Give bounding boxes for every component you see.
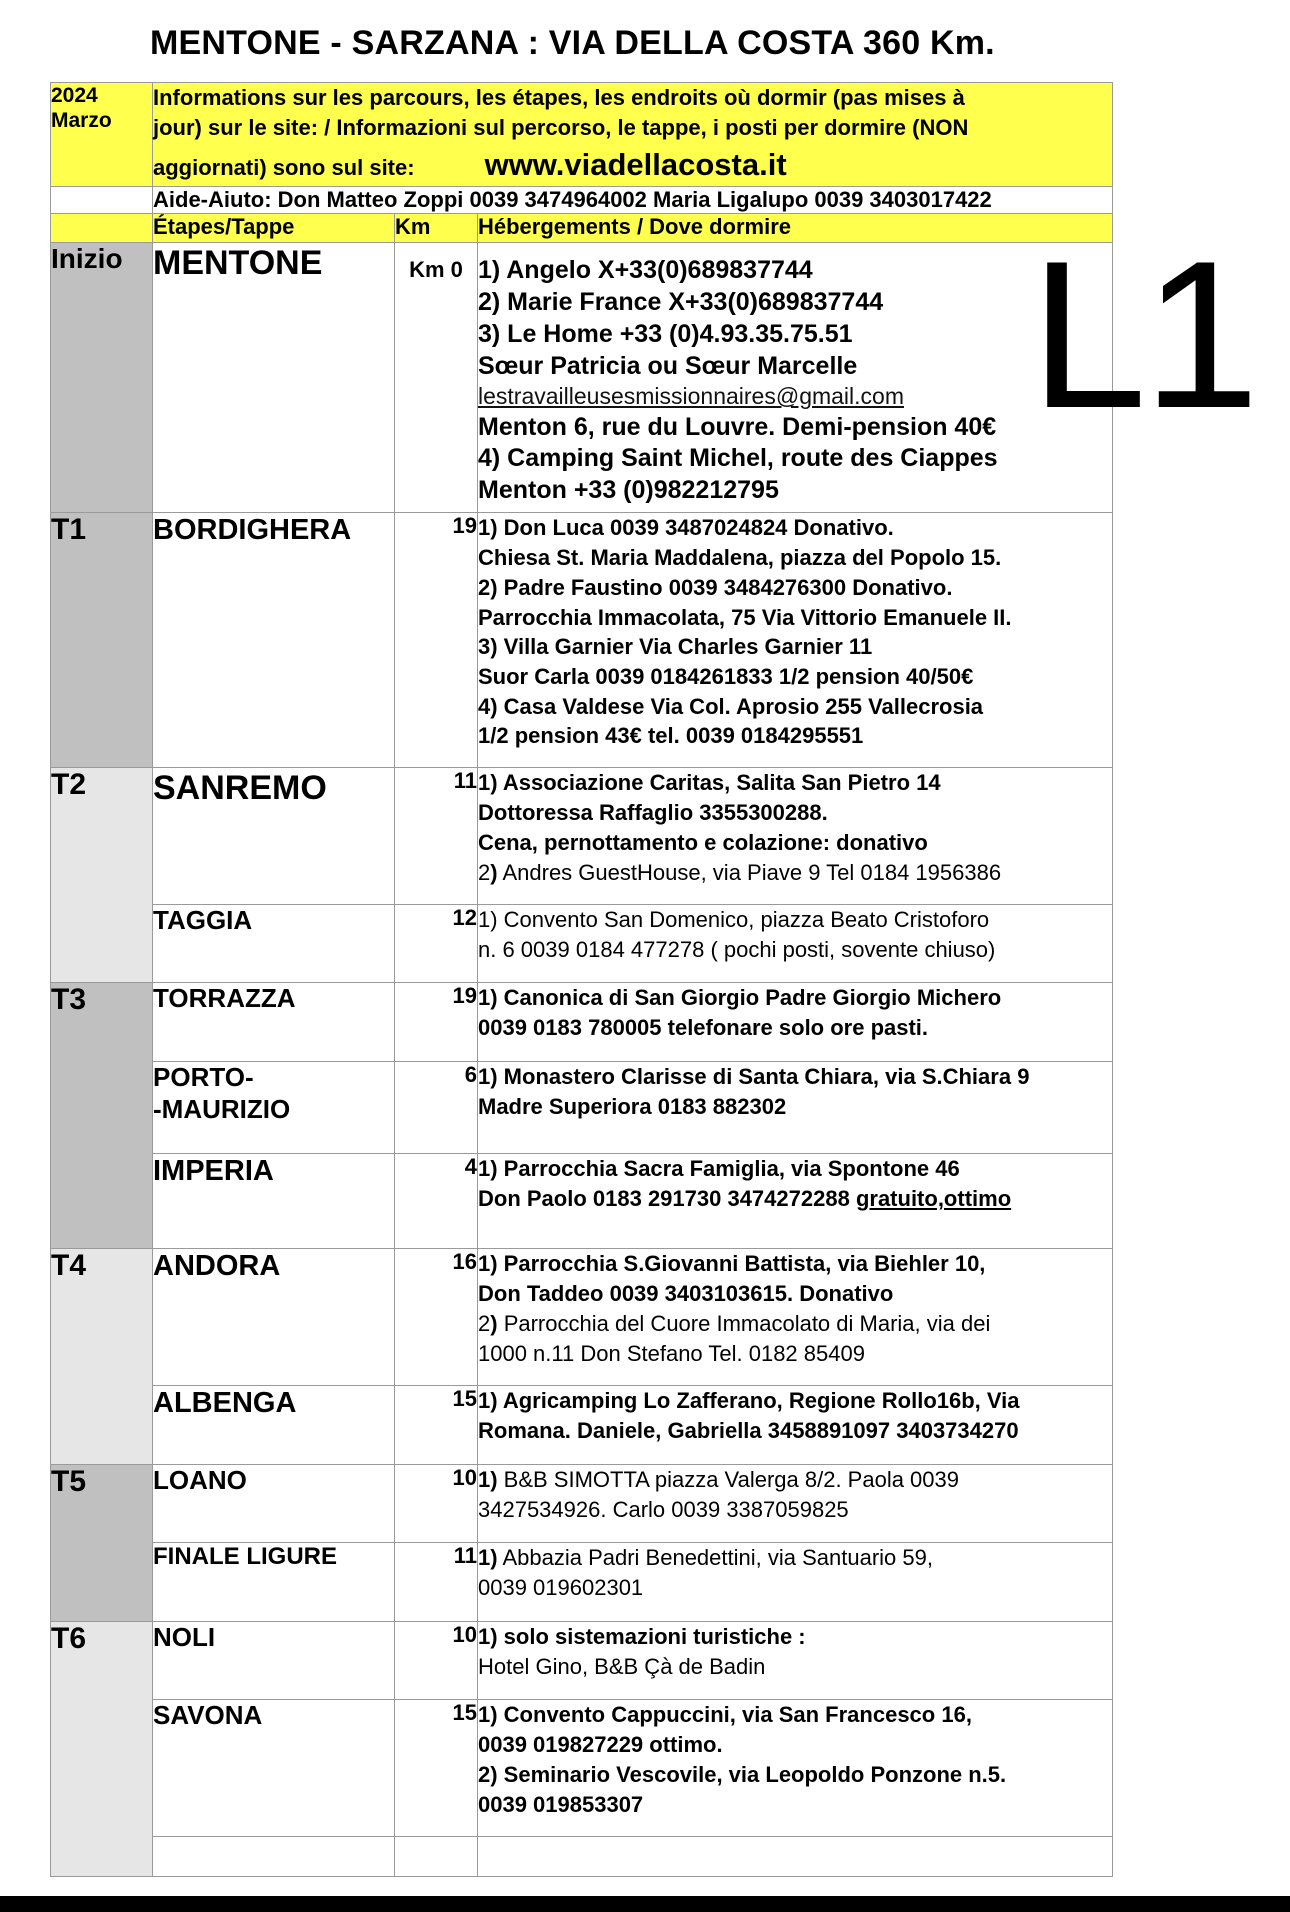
lodging-line: 2) Seminario Vescovile, via Leopoldo Ponzone n.5. [478, 1761, 1007, 1787]
table-row [51, 768, 1113, 905]
lodging-cell [478, 905, 1113, 983]
lodging-cell [478, 1465, 1113, 1543]
table-row [51, 1062, 1113, 1154]
website-link[interactable]: www.viadellacosta.it [484, 146, 787, 182]
column-header-stages: Étapes/Tappe [153, 214, 395, 243]
lodging-line: 0039 019602301 [478, 1575, 644, 1601]
stage-label: T3 [51, 983, 153, 1249]
km-value: 11 [395, 1543, 478, 1622]
lodging-line: Don Paolo 0183 291730 3474272288 gratuito,ottimo [478, 1186, 1012, 1212]
lodging-line: Hotel Gino, B&B Çà de Badin [478, 1654, 766, 1680]
lodging-line: 2) Padre Faustino 0039 3484276300 Donativo. [478, 574, 953, 600]
km-value: 11 [395, 768, 478, 905]
city-name: IMPERIA [153, 1154, 395, 1249]
date-cell [51, 83, 153, 187]
info-cell [153, 83, 1113, 187]
lodging-line: 0039 019853307 [478, 1791, 644, 1817]
lodging-line: Menton +33 (0)982212795 [478, 476, 779, 505]
table-row [51, 983, 1113, 1062]
lodging-line: 1) Parrocchia Sacra Famiglia, via Spontone 46 [478, 1156, 960, 1182]
cell [478, 1837, 1113, 1877]
km-value: 16 [395, 1249, 478, 1386]
page-title: MENTONE - SARZANA : VIA DELLA COSTA 360 Km. [150, 24, 995, 62]
city-name: TAGGIA [153, 905, 395, 983]
lodging-line: Madre Superiora 0183 882302 [478, 1094, 787, 1120]
lodging-line: 2) Marie France X+33(0)689837744 [478, 288, 884, 317]
lodging-line: 1) Monastero Clarisse di Santa Chiara, via S.Chiara 9 [478, 1064, 1030, 1090]
km-value: 10 [395, 1465, 478, 1543]
city-name: NOLI [153, 1622, 395, 1700]
lodging-cell [478, 1154, 1113, 1249]
itinerary-table [50, 82, 1113, 1877]
km-value: 15 [395, 1386, 478, 1465]
stage-label: T6 [51, 1622, 153, 1877]
km-value: 19 [395, 513, 478, 768]
lodging-line: 1) Abbazia Padri Benedettini, via Santuario 59, [478, 1545, 933, 1571]
lodging-line: 1) B&B SIMOTTA piazza Valerga 8/2. Paola 0039 [478, 1467, 959, 1493]
lodging-cell [478, 1062, 1113, 1154]
table-row [51, 1386, 1113, 1465]
km-value: 4 [395, 1154, 478, 1249]
stage-label: Inizio [51, 243, 153, 513]
cell [395, 1837, 478, 1877]
city-name [153, 1062, 395, 1154]
year-text: 2024 [51, 84, 98, 107]
lodging-line: 2) Parrocchia del Cuore Immacolato di Maria, via dei [478, 1310, 991, 1336]
table-row [51, 1154, 1113, 1249]
city-name: ALBENGA [153, 1386, 395, 1465]
column-header-lodging: Hébergements / Dove dormire [478, 214, 1113, 243]
lodging-line: Chiesa St. Maria Maddalena, piazza del Popolo 15. [478, 545, 1002, 571]
lodging-line: 3) Le Home +33 (0)4.93.35.75.51 [478, 319, 853, 348]
table-row [51, 1837, 1113, 1877]
lodging-line: Don Taddeo 0039 3403103615. Donativo [478, 1281, 894, 1307]
lodging-line: Parrocchia Immacolata, 75 Via Vittorio Emanuele II. [478, 604, 1012, 630]
lodging-cell [478, 243, 1113, 513]
table-row [51, 1249, 1113, 1386]
help-contacts: Aide-Aiuto: Don Matteo Zoppi 0039 3474964002 Maria Ligalupo 0039 3403017422 [153, 187, 1113, 214]
lodging-line: 1) Agricamping Lo Zafferano, Regione Rollo16b, Via [478, 1388, 1020, 1414]
lodging-line: 0039 019827229 ottimo. [478, 1732, 723, 1758]
cell [153, 1837, 395, 1877]
city-name-line: -MAURIZIO [153, 1093, 291, 1124]
lodging-cell [478, 1700, 1113, 1837]
lodging-line: Suor Carla 0039 0184261833 1/2 pension 40/50€ [478, 663, 974, 689]
lodging-line: 4) Casa Valdese Via Col. Aprosio 255 Vallecrosia [478, 693, 984, 719]
bottom-border-bar [0, 1896, 1290, 1912]
km-value: 15 [395, 1700, 478, 1837]
lodging-line: 1) Don Luca 0039 3487024824 Donativo. [478, 515, 894, 541]
lodging-line: 0039 0183 780005 telefonare solo ore pasti. [478, 1015, 929, 1041]
table-row [51, 1465, 1113, 1543]
lodging-line: 1) Convento San Domenico, piazza Beato Cristoforo [478, 907, 990, 933]
table-row [51, 1543, 1113, 1622]
lodging-line: 3427534926. Carlo 0039 3387059825 [478, 1497, 849, 1523]
lodging-cell [478, 513, 1113, 768]
stage-label: T2 [51, 768, 153, 983]
city-name: MENTONE [153, 243, 395, 513]
lodging-line: 1) Associazione Caritas, Salita San Pietro 14 [478, 770, 941, 796]
city-name: ANDORA [153, 1249, 395, 1386]
info-line-1: Informations sur les parcours, les étapes, les endroits où dormir (pas mises à [153, 85, 965, 110]
km-value: 6 [395, 1062, 478, 1154]
city-name-line: PORTO- [153, 1062, 254, 1093]
lodging-line: n. 6 0039 0184 477278 ( pochi posti, sovente chiuso) [478, 937, 996, 963]
city-name: FINALE LIGURE [153, 1543, 395, 1622]
info-line-2: jour) sur le site: / Informazioni sul percorso, le tappe, i posti per dormire (NON [153, 115, 969, 141]
lodging-line: 1/2 pension 43€ tel. 0039 0184295551 [478, 723, 864, 749]
help-empty-cell [51, 187, 153, 214]
stage-label: T1 [51, 513, 153, 768]
lodging-line: 4) Camping Saint Michel, route des Ciappes [478, 444, 998, 473]
sheet-label: L1 [1030, 217, 1256, 452]
info-line-3-text: aggiornati) sono sul site: [153, 154, 415, 180]
lodging-line: Cena, pernottamento e colazione: donativo [478, 829, 928, 855]
column-header-row [51, 214, 1113, 243]
city-name: BORDIGHERA [153, 513, 395, 768]
lodging-line: 1) Angelo X+33(0)689837744 [478, 256, 813, 285]
highlight-note: gratuito,ottimo [855, 1186, 1012, 1212]
km-value: 12 [395, 905, 478, 983]
lodging-cell [478, 1249, 1113, 1386]
km-value: 10 [395, 1622, 478, 1700]
table-row [51, 905, 1113, 983]
month-text: Marzo [51, 109, 112, 133]
lodging-line: 1) solo sistemazioni turistiche : [478, 1624, 806, 1650]
lodging-line: Menton 6, rue du Louvre. Demi-pension 40€ [478, 412, 997, 441]
lodging-line: 1) Parrocchia S.Giovanni Battista, via Biehler 10, [478, 1251, 986, 1277]
km-value: Km 0 [395, 243, 478, 513]
city-name: SANREMO [153, 768, 395, 905]
lodging-line: 2) Andres GuestHouse, via Piave 9 Tel 0184 1956386 [478, 859, 1002, 885]
column-header-empty [51, 214, 153, 243]
info-row [51, 83, 1113, 187]
column-header-km: Km [395, 214, 478, 243]
lodging-line: 3) Villa Garnier Via Charles Garnier 11 [478, 634, 873, 660]
city-name: TORRAZZA [153, 983, 395, 1062]
km-value: 19 [395, 983, 478, 1062]
stage-label: T4 [51, 1249, 153, 1465]
lodging-cell [478, 1386, 1113, 1465]
help-row [51, 187, 1113, 214]
lodging-line: 1) Convento Cappuccini, via San Francesco 16, [478, 1702, 972, 1728]
info-line-3 [153, 144, 1112, 187]
stage-label: T5 [51, 1465, 153, 1622]
table-row [51, 513, 1113, 768]
lodging-cell [478, 768, 1113, 905]
table-row [51, 1700, 1113, 1837]
lodging-cell [478, 1622, 1113, 1700]
email-link[interactable]: lestravailleusesmissionnaires@gmail.com [478, 383, 904, 410]
table-row [51, 1622, 1113, 1700]
lodging-line: Sœur Patricia ou Sœur Marcelle [478, 351, 858, 380]
city-name: LOANO [153, 1465, 395, 1543]
lodging-cell [478, 1543, 1113, 1622]
lodging-cell [478, 983, 1113, 1062]
lodging-line: 1) Canonica di San Giorgio Padre Giorgio Michero [478, 985, 1002, 1011]
lodging-line: 1000 n.11 Don Stefano Tel. 0182 85409 [478, 1340, 865, 1366]
lodging-line: Dottoressa Raffaglio 3355300288. [478, 800, 828, 826]
table-row [51, 243, 1113, 513]
lodging-line: Romana. Daniele, Gabriella 3458891097 3403734270 [478, 1418, 1019, 1444]
city-name: SAVONA [153, 1700, 395, 1837]
